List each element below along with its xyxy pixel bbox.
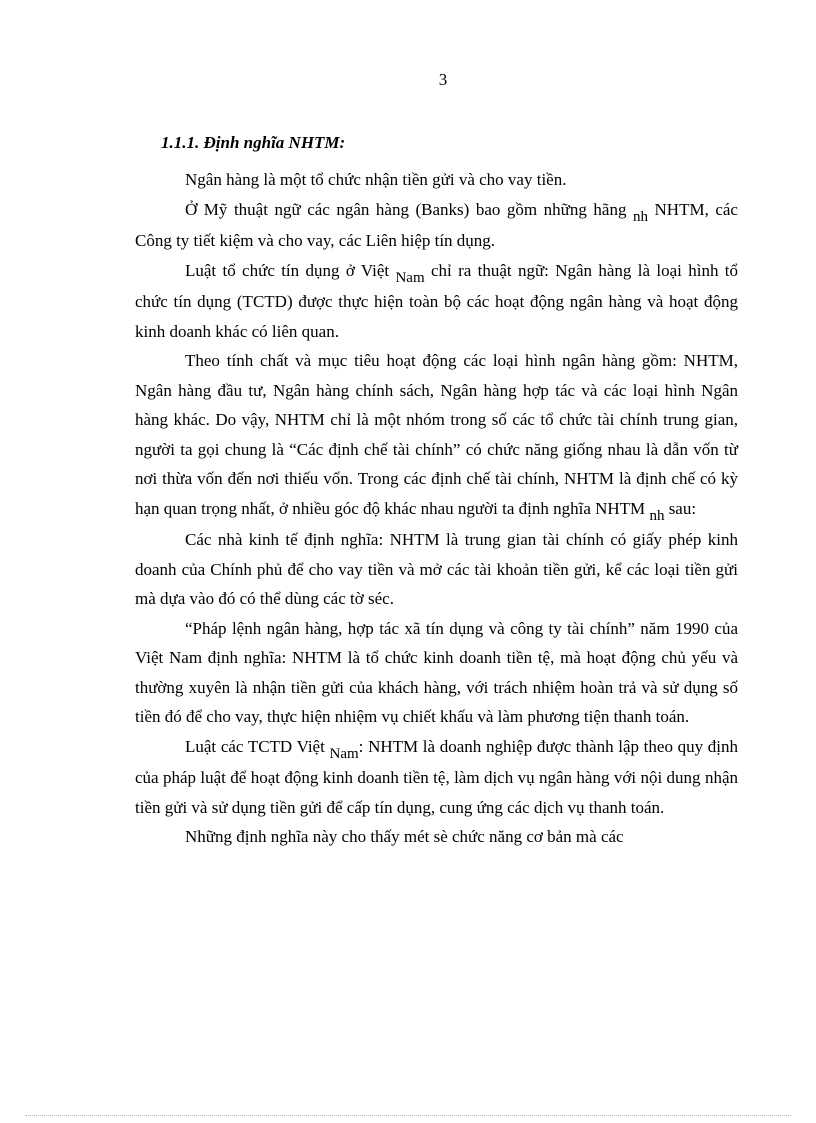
paragraph-4-text-a: Theo tính chất và mục tiêu hoạt động các loại hình ngân hàng gồm: NHTM, Ngân hàng đầu tư, Ngân hàng chính sách, Ngân hàng hợp tác và các loại hình Ngân hàng khác. Do vậy, NHTM chỉ là một nhóm trong số các tổ chức tài chính trung gian, người ta gọi chung là “Các định chế tài chính” có chức năng giống nhau là dẫn vốn từ nơi thừa vốn đến nơi thiếu vốn. Trong các định chế tài chính, NHTM là định chế có kỳ hạn quan trọng nhất, ở nhiều góc độ khác nhau người ta định nghĩa NHTM bbox=[135, 351, 738, 518]
paragraph-7 bbox=[135, 732, 738, 823]
body-text bbox=[135, 165, 738, 852]
paragraph-1: Ngân hàng là một tổ chức nhận tiền gửi và cho vay tiền. bbox=[185, 170, 567, 189]
paragraph-3 bbox=[135, 256, 738, 347]
page-bottom-divider bbox=[25, 1115, 791, 1116]
paragraph-6: “Pháp lệnh ngân hàng, hợp tác xã tín dụng và công ty tài chính” năm 1990 của Việt Nam định nghĩa: NHTM là tổ chức kinh doanh tiền tệ, mà hoạt động chủ yếu và thường xuyên là nhận tiền gửi của khách hàng, với trách nhiệm hoàn trả và sử dụng số tiền đó để cho vay, thực hiện nhiệm vụ chiết khấu và làm phương tiện thanh toán. bbox=[135, 618, 738, 726]
paragraph-2-text-b: NHTM, các Công ty tiết kiệm và cho vay, các Liên hiệp tín dụng. bbox=[135, 199, 738, 250]
paragraph-3-text-a: Luật tổ chức tín dụng ở Việt bbox=[185, 260, 396, 280]
paragraph-5: Các nhà kinh tế định nghĩa: NHTM là trung gian tài chính có giấy phép kinh doanh của Chính phủ để cho vay tiền và mở các tài khoản tiền gửi, kể các loại tiền gửi mà dựa vào đó có thể dùng các tờ séc. bbox=[135, 530, 738, 608]
paragraph-2-text-a: Ở Mỹ thuật ngữ các ngân hàng (Banks) bao gồm những hãng bbox=[185, 199, 633, 219]
section-heading: 1.1.1. Định nghĩa NHTM: bbox=[161, 133, 346, 152]
paragraph-4-text-b: sau: bbox=[664, 498, 697, 518]
page-number: 3 bbox=[438, 70, 448, 89]
paragraph-7-subscript: Nam bbox=[329, 745, 359, 762]
paragraph-2-subscript: nh bbox=[632, 208, 648, 225]
paragraph-3-subscript: Nam bbox=[395, 269, 425, 286]
paragraph-3-text-b: chỉ ra thuật ngữ: Ngân hàng là loại hình tổ chức tín dụng (TCTD) được thực hiện toàn bộ các hoạt động ngân hàng và hoạt động kinh doanh khác có liên quan. bbox=[135, 260, 739, 341]
paragraph-8: Những định nghĩa này cho thấy mét sè chức năng cơ bản mà các bbox=[185, 827, 624, 846]
paragraph-7-text-b: : NHTM là doanh nghiệp được thành lập theo quy định của pháp luật để hoạt động kinh doanh tiền tệ, làm dịch vụ ngân hàng với nội dung nhận tiền gửi và sử dụng tiền gửi để cấp tín dụng, cung ứng các dịch vụ thanh toán. bbox=[135, 736, 739, 817]
paragraph-7-text-a: Luật các TCTD Việt bbox=[185, 736, 330, 756]
paragraph-4 bbox=[135, 346, 738, 525]
paragraph-4-subscript: nh bbox=[649, 507, 665, 524]
paragraph-2 bbox=[135, 195, 738, 256]
